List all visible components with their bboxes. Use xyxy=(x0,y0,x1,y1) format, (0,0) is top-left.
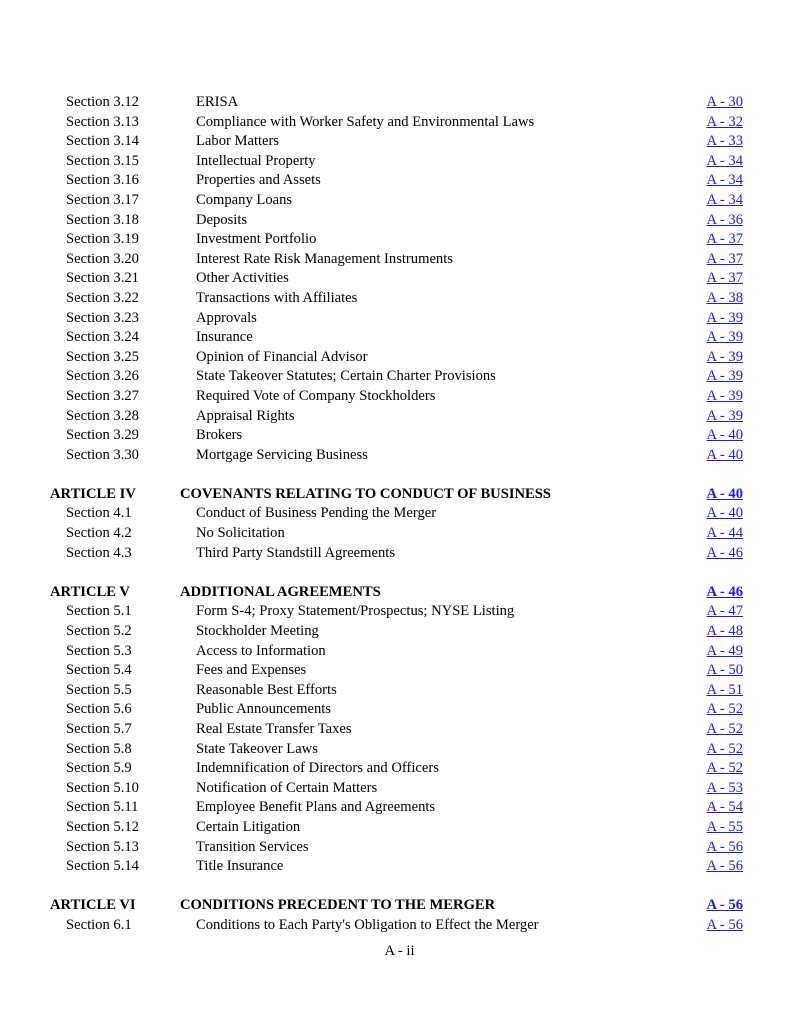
section-title: Public Announcements xyxy=(196,701,331,718)
section-number: Section 5.7 xyxy=(66,721,132,737)
page-link[interactable]: A - 36 xyxy=(706,211,743,228)
section-number: Section 3.13 xyxy=(66,113,139,130)
section-number: Section 3.19 xyxy=(66,231,139,248)
page-link[interactable]: A - 52 xyxy=(706,701,743,718)
toc-section-row xyxy=(0,152,799,172)
section-number: Section 3.26 xyxy=(66,368,139,385)
page-link[interactable]: A - 56 xyxy=(706,916,743,933)
page-link[interactable]: A - 54 xyxy=(706,799,743,816)
page-number-footer: A - ii xyxy=(384,943,415,959)
section-number: Section 3.21 xyxy=(66,270,139,287)
article-title: CONDITIONS PRECEDENT TO THE MERGER xyxy=(180,897,496,914)
toc-section-row xyxy=(0,661,799,681)
page-link[interactable]: A - 40 xyxy=(706,446,743,463)
toc-section-row xyxy=(0,407,799,427)
section-number: Section 3.23 xyxy=(66,309,139,326)
page-link[interactable]: A - 46 xyxy=(706,583,743,600)
toc-section-row xyxy=(0,426,799,446)
section-title: Title Insurance xyxy=(196,858,284,875)
section-title: Properties and Assets xyxy=(196,172,321,189)
section-number: Section 5.1 xyxy=(66,603,132,620)
page-link[interactable]: A - 39 xyxy=(706,387,743,404)
section-title: ERISA xyxy=(196,94,239,110)
section-number: Section 3.24 xyxy=(66,329,139,346)
toc-section-row xyxy=(0,779,799,799)
page-link[interactable]: A - 51 xyxy=(706,681,743,698)
page-link[interactable]: A - 39 xyxy=(706,329,743,346)
page-link[interactable]: A - 37 xyxy=(706,250,743,267)
toc-section-row xyxy=(0,602,799,622)
page-link[interactable]: A - 52 xyxy=(706,721,743,737)
toc-section-row xyxy=(0,230,799,250)
toc-section-row xyxy=(0,328,799,348)
section-number: Section 3.22 xyxy=(66,289,139,306)
page-link[interactable]: A - 49 xyxy=(706,642,743,659)
section-title: No Solicitation xyxy=(196,525,285,542)
section-title: Employee Benefit Plans and Agreements xyxy=(196,799,436,816)
section-number: Section 5.9 xyxy=(66,760,132,777)
section-number: Section 3.12 xyxy=(66,94,139,110)
section-number: Section 5.10 xyxy=(66,779,139,796)
section-number: Section 3.16 xyxy=(66,172,139,189)
section-number: Section 3.29 xyxy=(66,427,139,444)
page-link[interactable]: A - 39 xyxy=(706,407,743,424)
toc-section-row xyxy=(0,622,799,642)
section-title: State Takeover Laws xyxy=(196,740,318,757)
toc-section-row xyxy=(0,132,799,152)
toc-section-row xyxy=(0,838,799,858)
article-number: ARTICLE VI xyxy=(50,897,136,914)
section-title: Investment Portfolio xyxy=(196,231,317,248)
page-link[interactable]: A - 44 xyxy=(706,525,743,542)
section-title: Compliance with Worker Safety and Environmental Laws xyxy=(196,113,535,130)
toc-section-row xyxy=(0,289,799,309)
toc-section-row xyxy=(0,524,799,544)
table-of-contents xyxy=(0,93,799,936)
toc-section-row xyxy=(0,387,799,407)
section-title: Form S-4; Proxy Statement/Prospectus; NYSE Listing xyxy=(196,603,515,620)
section-title: Stockholder Meeting xyxy=(196,623,319,640)
section-title: Labor Matters xyxy=(196,133,280,150)
section-number: Section 3.14 xyxy=(66,133,139,150)
toc-section-row xyxy=(0,700,799,720)
section-title: Required Vote of Company Stockholders xyxy=(196,387,436,404)
section-number: Section 5.2 xyxy=(66,623,132,640)
toc-article-row xyxy=(0,583,799,603)
section-title: Brokers xyxy=(196,427,243,444)
section-number: Section 3.18 xyxy=(66,211,139,228)
section-number: Section 5.12 xyxy=(66,818,139,835)
section-title: Transactions with Affiliates xyxy=(196,289,358,306)
toc-section-row xyxy=(0,544,799,564)
page-link[interactable]: A - 34 xyxy=(706,152,743,169)
section-title: State Takeover Statutes; Certain Charter Provisions xyxy=(196,368,496,385)
section-number: Section 3.30 xyxy=(66,446,139,463)
page-link[interactable]: A - 39 xyxy=(706,348,743,365)
toc-section-row xyxy=(0,681,799,701)
section-number: Section 5.8 xyxy=(66,740,132,757)
section-title: Notification of Certain Matters xyxy=(196,779,378,796)
page-link[interactable]: A - 37 xyxy=(706,270,743,287)
page-link[interactable]: A - 56 xyxy=(706,897,743,914)
section-number: Section 4.3 xyxy=(66,544,132,561)
toc-section-row xyxy=(0,269,799,289)
page-link[interactable]: A - 52 xyxy=(706,740,743,757)
toc-section-row xyxy=(0,642,799,662)
section-number: Section 3.25 xyxy=(66,348,139,365)
section-number: Section 6.1 xyxy=(66,916,132,933)
section-title: Reasonable Best Efforts xyxy=(196,681,337,698)
section-title: Fees and Expenses xyxy=(196,662,307,679)
spacer xyxy=(0,877,799,897)
toc-section-row xyxy=(0,916,799,936)
page-link[interactable]: A - 30 xyxy=(706,94,743,110)
section-number: Section 5.6 xyxy=(66,701,132,718)
toc-section-row xyxy=(0,93,799,113)
page-link[interactable]: A - 56 xyxy=(706,858,743,875)
toc-section-row xyxy=(0,720,799,740)
toc-section-row xyxy=(0,759,799,779)
page-link[interactable]: A - 32 xyxy=(706,113,743,130)
section-number: Section 4.2 xyxy=(66,525,132,542)
article-number: ARTICLE V xyxy=(50,583,130,600)
section-title: Deposits xyxy=(196,211,248,228)
toc-section-row xyxy=(0,191,799,211)
section-number: Section 5.14 xyxy=(66,858,139,875)
page-link[interactable]: A - 40 xyxy=(706,485,743,502)
spacer xyxy=(0,563,799,583)
section-title: Company Loans xyxy=(196,191,293,208)
article-number: ARTICLE IV xyxy=(50,485,136,502)
toc-section-row xyxy=(0,504,799,524)
toc-article-row xyxy=(0,896,799,916)
article-title: ADDITIONAL AGREEMENTS xyxy=(180,583,381,600)
page-link[interactable]: A - 46 xyxy=(706,544,743,561)
toc-section-row xyxy=(0,348,799,368)
section-title: Conduct of Business Pending the Merger xyxy=(196,505,437,522)
toc-section-row xyxy=(0,818,799,838)
section-title: Mortgage Servicing Business xyxy=(196,446,368,463)
section-title: Approvals xyxy=(196,309,257,326)
section-number: Section 5.4 xyxy=(66,662,132,679)
section-number: Section 5.3 xyxy=(66,642,132,659)
spacer xyxy=(0,465,799,485)
section-title: Conditions to Each Party's Obligation to Effect the Merger xyxy=(196,916,539,933)
section-number: Section 3.17 xyxy=(66,191,139,208)
toc-section-row xyxy=(0,798,799,818)
page-link[interactable]: A - 39 xyxy=(706,309,743,326)
section-number: Section 3.15 xyxy=(66,152,139,169)
section-title: Certain Litigation xyxy=(196,818,301,835)
section-number: Section 3.27 xyxy=(66,387,139,404)
page-link[interactable]: A - 47 xyxy=(706,603,743,620)
page-link[interactable]: A - 34 xyxy=(706,172,743,189)
toc-section-row xyxy=(0,309,799,329)
page-link[interactable]: A - 37 xyxy=(706,231,743,248)
section-number: Section 3.20 xyxy=(66,250,139,267)
toc-section-row xyxy=(0,171,799,191)
page-link[interactable]: A - 40 xyxy=(706,505,743,522)
page-link[interactable]: A - 48 xyxy=(706,623,743,640)
section-number: Section 3.28 xyxy=(66,407,139,424)
article-title: COVENANTS RELATING TO CONDUCT OF BUSINESS xyxy=(180,485,552,502)
section-title: Indemnification of Directors and Officers xyxy=(196,760,439,777)
section-number: Section 4.1 xyxy=(66,505,132,522)
page-link[interactable]: A - 40 xyxy=(706,427,743,444)
page-link[interactable]: A - 55 xyxy=(706,818,743,835)
page-link[interactable]: A - 56 xyxy=(706,838,743,855)
page-link[interactable]: A - 38 xyxy=(706,289,743,306)
section-title: Third Party Standstill Agreements xyxy=(196,544,396,561)
toc-section-row xyxy=(0,211,799,231)
toc-article-row xyxy=(0,485,799,505)
section-title: Access to Information xyxy=(196,642,326,659)
section-number: Section 5.5 xyxy=(66,681,132,698)
section-title: Transition Services xyxy=(196,838,309,855)
section-title: Insurance xyxy=(196,329,253,346)
page-link[interactable]: A - 50 xyxy=(706,662,743,679)
section-title: Real Estate Transfer Taxes xyxy=(196,721,352,737)
page-link[interactable]: A - 53 xyxy=(706,779,743,796)
toc-section-row xyxy=(0,250,799,270)
toc-section-row xyxy=(0,740,799,760)
page-link[interactable]: A - 52 xyxy=(706,760,743,777)
section-title: Appraisal Rights xyxy=(196,407,295,424)
toc-section-row xyxy=(0,857,799,877)
section-number: Section 5.11 xyxy=(66,799,139,816)
section-number: Section 5.13 xyxy=(66,838,139,855)
section-title: Opinion of Financial Advisor xyxy=(196,348,368,365)
section-title: Intellectual Property xyxy=(196,152,316,169)
page-link[interactable]: A - 33 xyxy=(706,133,743,150)
section-title: Interest Rate Risk Management Instruments xyxy=(196,250,453,267)
section-title: Other Activities xyxy=(196,270,289,287)
page-link[interactable]: A - 39 xyxy=(706,368,743,385)
toc-section-row xyxy=(0,113,799,133)
toc-section-row xyxy=(0,367,799,387)
toc-section-row xyxy=(0,446,799,466)
page-link[interactable]: A - 34 xyxy=(706,191,743,208)
